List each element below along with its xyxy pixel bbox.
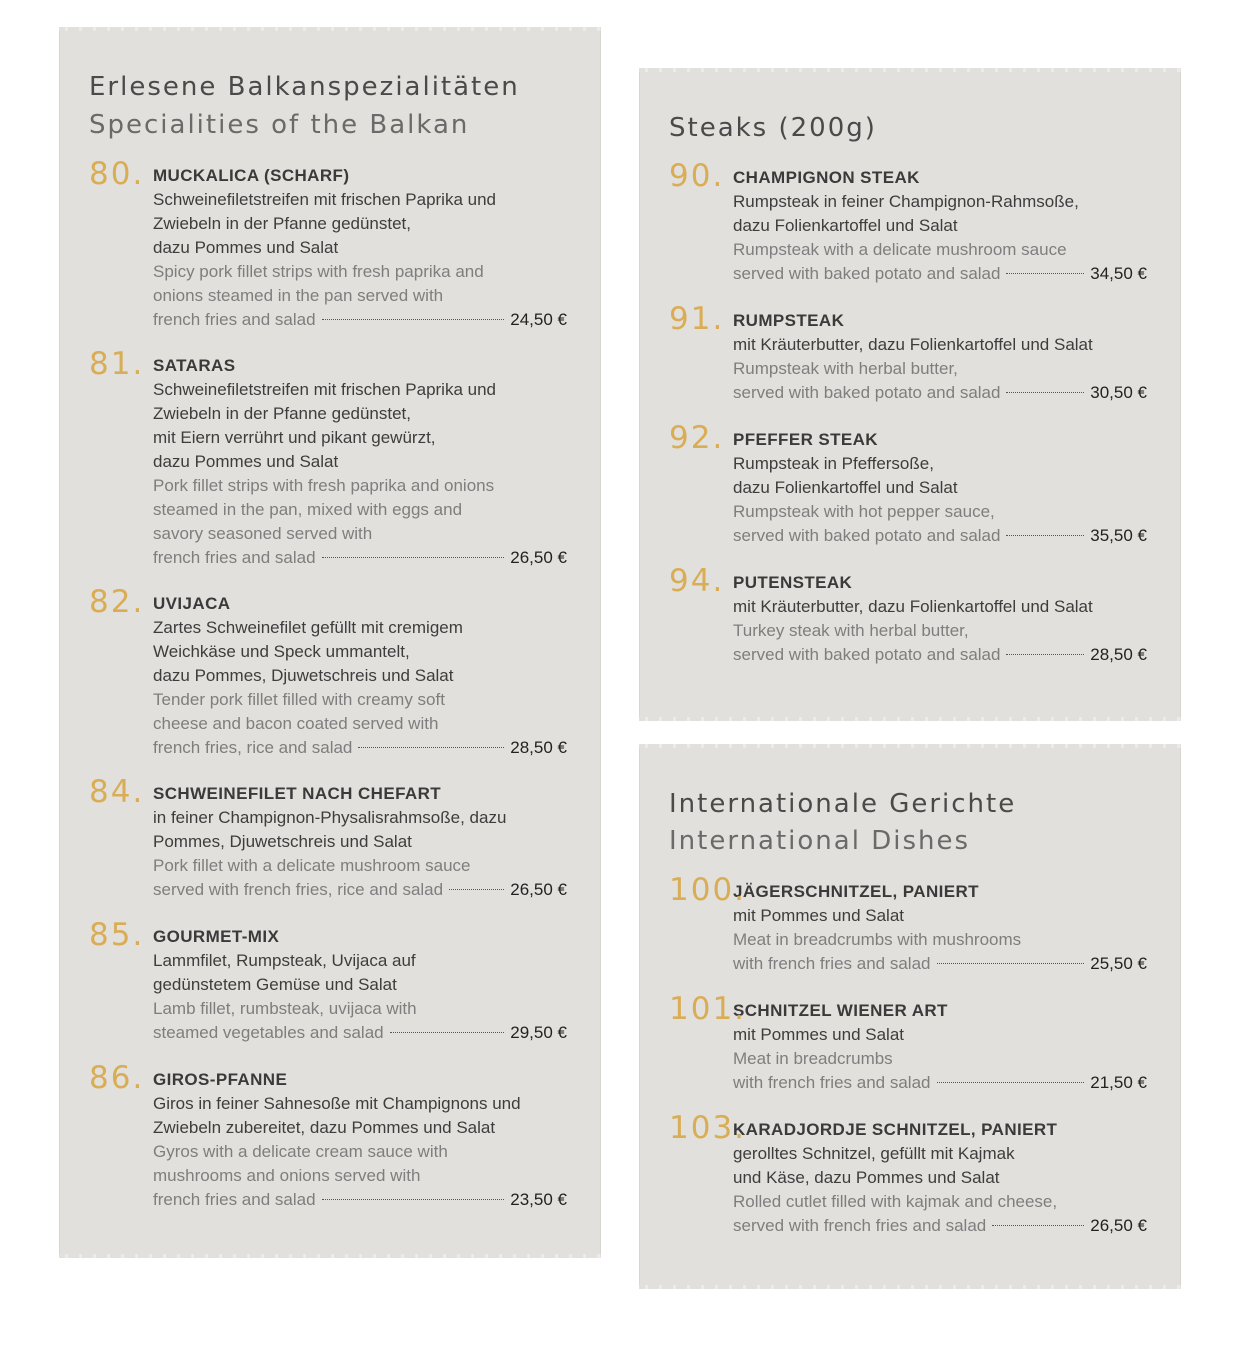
item-description-de: Zartes Schweinefilet gefüllt mit cremigem [153, 618, 463, 637]
dot-leader [937, 1082, 1085, 1083]
item-body [153, 925, 567, 1045]
section-title-de: Internationale Gerichte [669, 789, 1017, 819]
item-name: SCHWEINEFILET NACH CHEFART [153, 784, 442, 803]
item-name: UVIJACA [153, 594, 231, 613]
menu-item [669, 563, 1147, 667]
steaks-card [639, 71, 1181, 718]
item-name: CHAMPIGNON STEAK [733, 168, 920, 187]
dot-leader [322, 1199, 505, 1200]
item-description-de: dazu Pommes und Salat [153, 452, 339, 471]
item-description-en: Rumpsteak with hot pepper sauce, [733, 502, 995, 521]
menu-item [89, 774, 567, 902]
item-body [733, 166, 1147, 286]
item-description-de: Schweinefiletstreifen mit frischen Paprika und [153, 380, 496, 399]
item-body [153, 592, 567, 760]
item-price-line [153, 308, 567, 332]
item-body [733, 880, 1147, 976]
dot-leader [1006, 273, 1084, 274]
item-description-en: savory seasoned served with [153, 524, 373, 543]
item-number: 90. [669, 158, 725, 194]
item-description-en: Meat in breadcrumbs with mushrooms [733, 930, 1022, 949]
item-description-en: Pork fillet with a delicate mushroom sauce [153, 856, 471, 875]
item-description-en: cheese and bacon coated served with [153, 714, 439, 733]
balkan-specialities-card [59, 30, 601, 1255]
item-body [153, 354, 567, 570]
item-number: 84. [89, 774, 145, 810]
item-name: PFEFFER STEAK [733, 430, 878, 449]
menu-item [89, 346, 567, 570]
item-name: MUCKALICA (SCHARF) [153, 166, 350, 185]
dot-leader [322, 557, 505, 558]
item-description-en: served with french fries and salad [733, 1216, 987, 1235]
item-price: 28,50 € [1090, 645, 1147, 664]
item-body [733, 428, 1147, 548]
item-number: 92. [669, 420, 725, 456]
item-number: 86. [89, 1060, 145, 1096]
item-price: 26,50 € [510, 880, 567, 899]
item-name: SATARAS [153, 356, 236, 375]
item-description-en: onions steamed in the pan served with [153, 286, 444, 305]
dot-leader [992, 1225, 1084, 1226]
item-description-de: gedünstetem Gemüse und Salat [153, 975, 397, 994]
item-description-en: Meat in breadcrumbs [733, 1049, 893, 1068]
item-price: 26,50 € [1090, 1216, 1147, 1235]
dot-leader [390, 1032, 505, 1033]
dot-leader [322, 319, 505, 320]
item-description-de: dazu Pommes und Salat [153, 238, 339, 257]
item-number: 94. [669, 563, 725, 599]
item-price-line [153, 736, 567, 760]
item-description-de: Lammfilet, Rumpsteak, Uvijaca auf [153, 951, 416, 970]
item-body [733, 571, 1147, 667]
item-price: 24,50 € [510, 310, 567, 329]
item-number: 91. [669, 301, 725, 337]
item-name: GIROS-PFANNE [153, 1070, 288, 1089]
item-price-line [733, 952, 1147, 976]
item-description-en: Lamb fillet, rumbsteak, uvijaca with [153, 999, 417, 1018]
item-description-de: und Käse, dazu Pommes und Salat [733, 1168, 1000, 1187]
menu-item [89, 156, 567, 332]
item-description-de: dazu Pommes, Djuwetschreis und Salat [153, 666, 454, 685]
item-description-en: Tender pork fillet filled with creamy soft [153, 690, 445, 709]
item-number: 100. [669, 872, 747, 908]
item-description-en: Rolled cutlet filled with kajmak and cheese, [733, 1192, 1058, 1211]
item-price: 26,50 € [510, 548, 567, 567]
menu-item [669, 872, 1147, 976]
item-name: SCHNITZEL WIENER ART [733, 1001, 948, 1020]
menu-item [669, 1110, 1147, 1238]
item-description-en: Pork fillet strips with fresh paprika and onions [153, 476, 495, 495]
item-description-en: Rumpsteak with a delicate mushroom sauce [733, 240, 1067, 259]
item-price-line [733, 1071, 1147, 1095]
item-number: 101. [669, 991, 747, 1027]
item-price-line [733, 1214, 1147, 1238]
item-description-de: mit Eiern verrührt und pikant gewürzt, [153, 428, 436, 447]
item-description-de: mit Kräuterbutter, dazu Folienkartoffel und Salat [733, 597, 1093, 616]
item-description-en: french fries and salad [153, 548, 316, 567]
item-name: KARADJORDJE SCHNITZEL, PANIERT [733, 1120, 1058, 1139]
item-body [153, 1068, 567, 1212]
item-description-en: served with baked potato and salad [733, 383, 1001, 402]
item-price-line [153, 1021, 567, 1045]
item-body [153, 164, 567, 332]
item-price-line [153, 546, 567, 570]
item-price-line [733, 381, 1147, 405]
menu-item [89, 917, 567, 1045]
item-name: GOURMET-MIX [153, 927, 280, 946]
item-body [733, 1118, 1147, 1238]
item-price: 21,50 € [1090, 1073, 1147, 1092]
item-body [733, 309, 1147, 405]
menu-item [669, 158, 1147, 286]
item-description-de: mit Pommes und Salat [733, 1025, 905, 1044]
section-title-en: International Dishes [669, 826, 971, 856]
item-price-line [733, 262, 1147, 286]
item-description-en: with french fries and salad [733, 1073, 931, 1092]
item-price: 25,50 € [1090, 954, 1147, 973]
item-price-line [153, 1188, 567, 1212]
item-price: 23,50 € [510, 1190, 567, 1209]
item-description-en: steamed in the pan, mixed with eggs and [153, 500, 463, 519]
section-title-en: Specialities of the Balkan [89, 110, 470, 140]
item-description-en: served with baked potato and salad [733, 645, 1001, 664]
item-description-de: Zwiebeln in der Pfanne gedünstet, [153, 214, 412, 233]
dot-leader [1006, 654, 1084, 655]
item-number: 81. [89, 346, 145, 382]
item-description-en: served with french fries, rice and salad [153, 880, 444, 899]
item-description-de: gerolltes Schnitzel, gefüllt mit Kajmak [733, 1144, 1015, 1163]
item-price-line [733, 524, 1147, 548]
item-number: 103. [669, 1110, 747, 1146]
item-description-de: dazu Folienkartoffel und Salat [733, 216, 958, 235]
section-title-de: Steaks (200g) [669, 113, 877, 143]
item-name: PUTENSTEAK [733, 573, 853, 592]
item-description-de: Zwiebeln in der Pfanne gedünstet, [153, 404, 412, 423]
item-description-de: Weichkäse und Speck ummantelt, [153, 642, 410, 661]
item-description-en: mushrooms and onions served with [153, 1166, 421, 1185]
item-description-en: Spicy pork fillet strips with fresh paprika and [153, 262, 484, 281]
item-description-en: served with baked potato and salad [733, 526, 1001, 545]
item-description-en: Rumpsteak with herbal butter, [733, 359, 958, 378]
item-description-de: Schweinefiletstreifen mit frischen Paprika und [153, 190, 496, 209]
dot-leader [1006, 535, 1084, 536]
item-price: 29,50 € [510, 1023, 567, 1042]
item-price-line [733, 643, 1147, 667]
section-title-de: Erlesene Balkanspezialitäten [89, 72, 520, 102]
item-price: 30,50 € [1090, 383, 1147, 402]
item-description-en: french fries, rice and salad [153, 738, 353, 757]
item-price-line [153, 878, 567, 902]
item-description-en: with french fries and salad [733, 954, 931, 973]
menu-item [89, 1060, 567, 1212]
item-description-en: served with baked potato and salad [733, 264, 1001, 283]
dot-leader [1006, 392, 1084, 393]
item-description-en: Gyros with a delicate cream sauce with [153, 1142, 448, 1161]
item-description-de: Rumpsteak in Pfeffersoße, [733, 454, 934, 473]
item-price: 34,50 € [1090, 264, 1147, 283]
menu-item [89, 584, 567, 760]
item-description-en: french fries and salad [153, 310, 316, 329]
item-body [153, 782, 567, 902]
item-price: 28,50 € [510, 738, 567, 757]
item-description-en: french fries and salad [153, 1190, 316, 1209]
item-price: 35,50 € [1090, 526, 1147, 545]
international-dishes-card [639, 747, 1181, 1286]
menu-item [669, 420, 1147, 548]
item-description-de: mit Pommes und Salat [733, 906, 905, 925]
menu-item [669, 991, 1147, 1095]
dot-leader [937, 963, 1085, 964]
item-name: JÄGERSCHNITZEL, PANIERT [733, 882, 979, 901]
item-number: 82. [89, 584, 145, 620]
item-description-de: mit Kräuterbutter, dazu Folienkartoffel und Salat [733, 335, 1093, 354]
item-name: RUMPSTEAK [733, 311, 845, 330]
item-description-de: in feiner Champignon-Physalisrahmsoße, dazu [153, 808, 507, 827]
item-number: 80. [89, 156, 145, 192]
item-body [733, 999, 1147, 1095]
item-description-de: Zwiebeln zubereitet, dazu Pommes und Salat [153, 1118, 496, 1137]
item-description-de: Rumpsteak in feiner Champignon-Rahmsoße, [733, 192, 1079, 211]
dot-leader [358, 747, 504, 748]
menu-item [669, 301, 1147, 405]
item-description-en: steamed vegetables and salad [153, 1023, 384, 1042]
item-description-de: Giros in feiner Sahnesoße mit Champignons und [153, 1094, 521, 1113]
item-number: 85. [89, 917, 145, 953]
item-description-de: dazu Folienkartoffel und Salat [733, 478, 958, 497]
item-description-en: Turkey steak with herbal butter, [733, 621, 969, 640]
item-description-de: Pommes, Djuwetschreis und Salat [153, 832, 412, 851]
dot-leader [449, 889, 504, 890]
